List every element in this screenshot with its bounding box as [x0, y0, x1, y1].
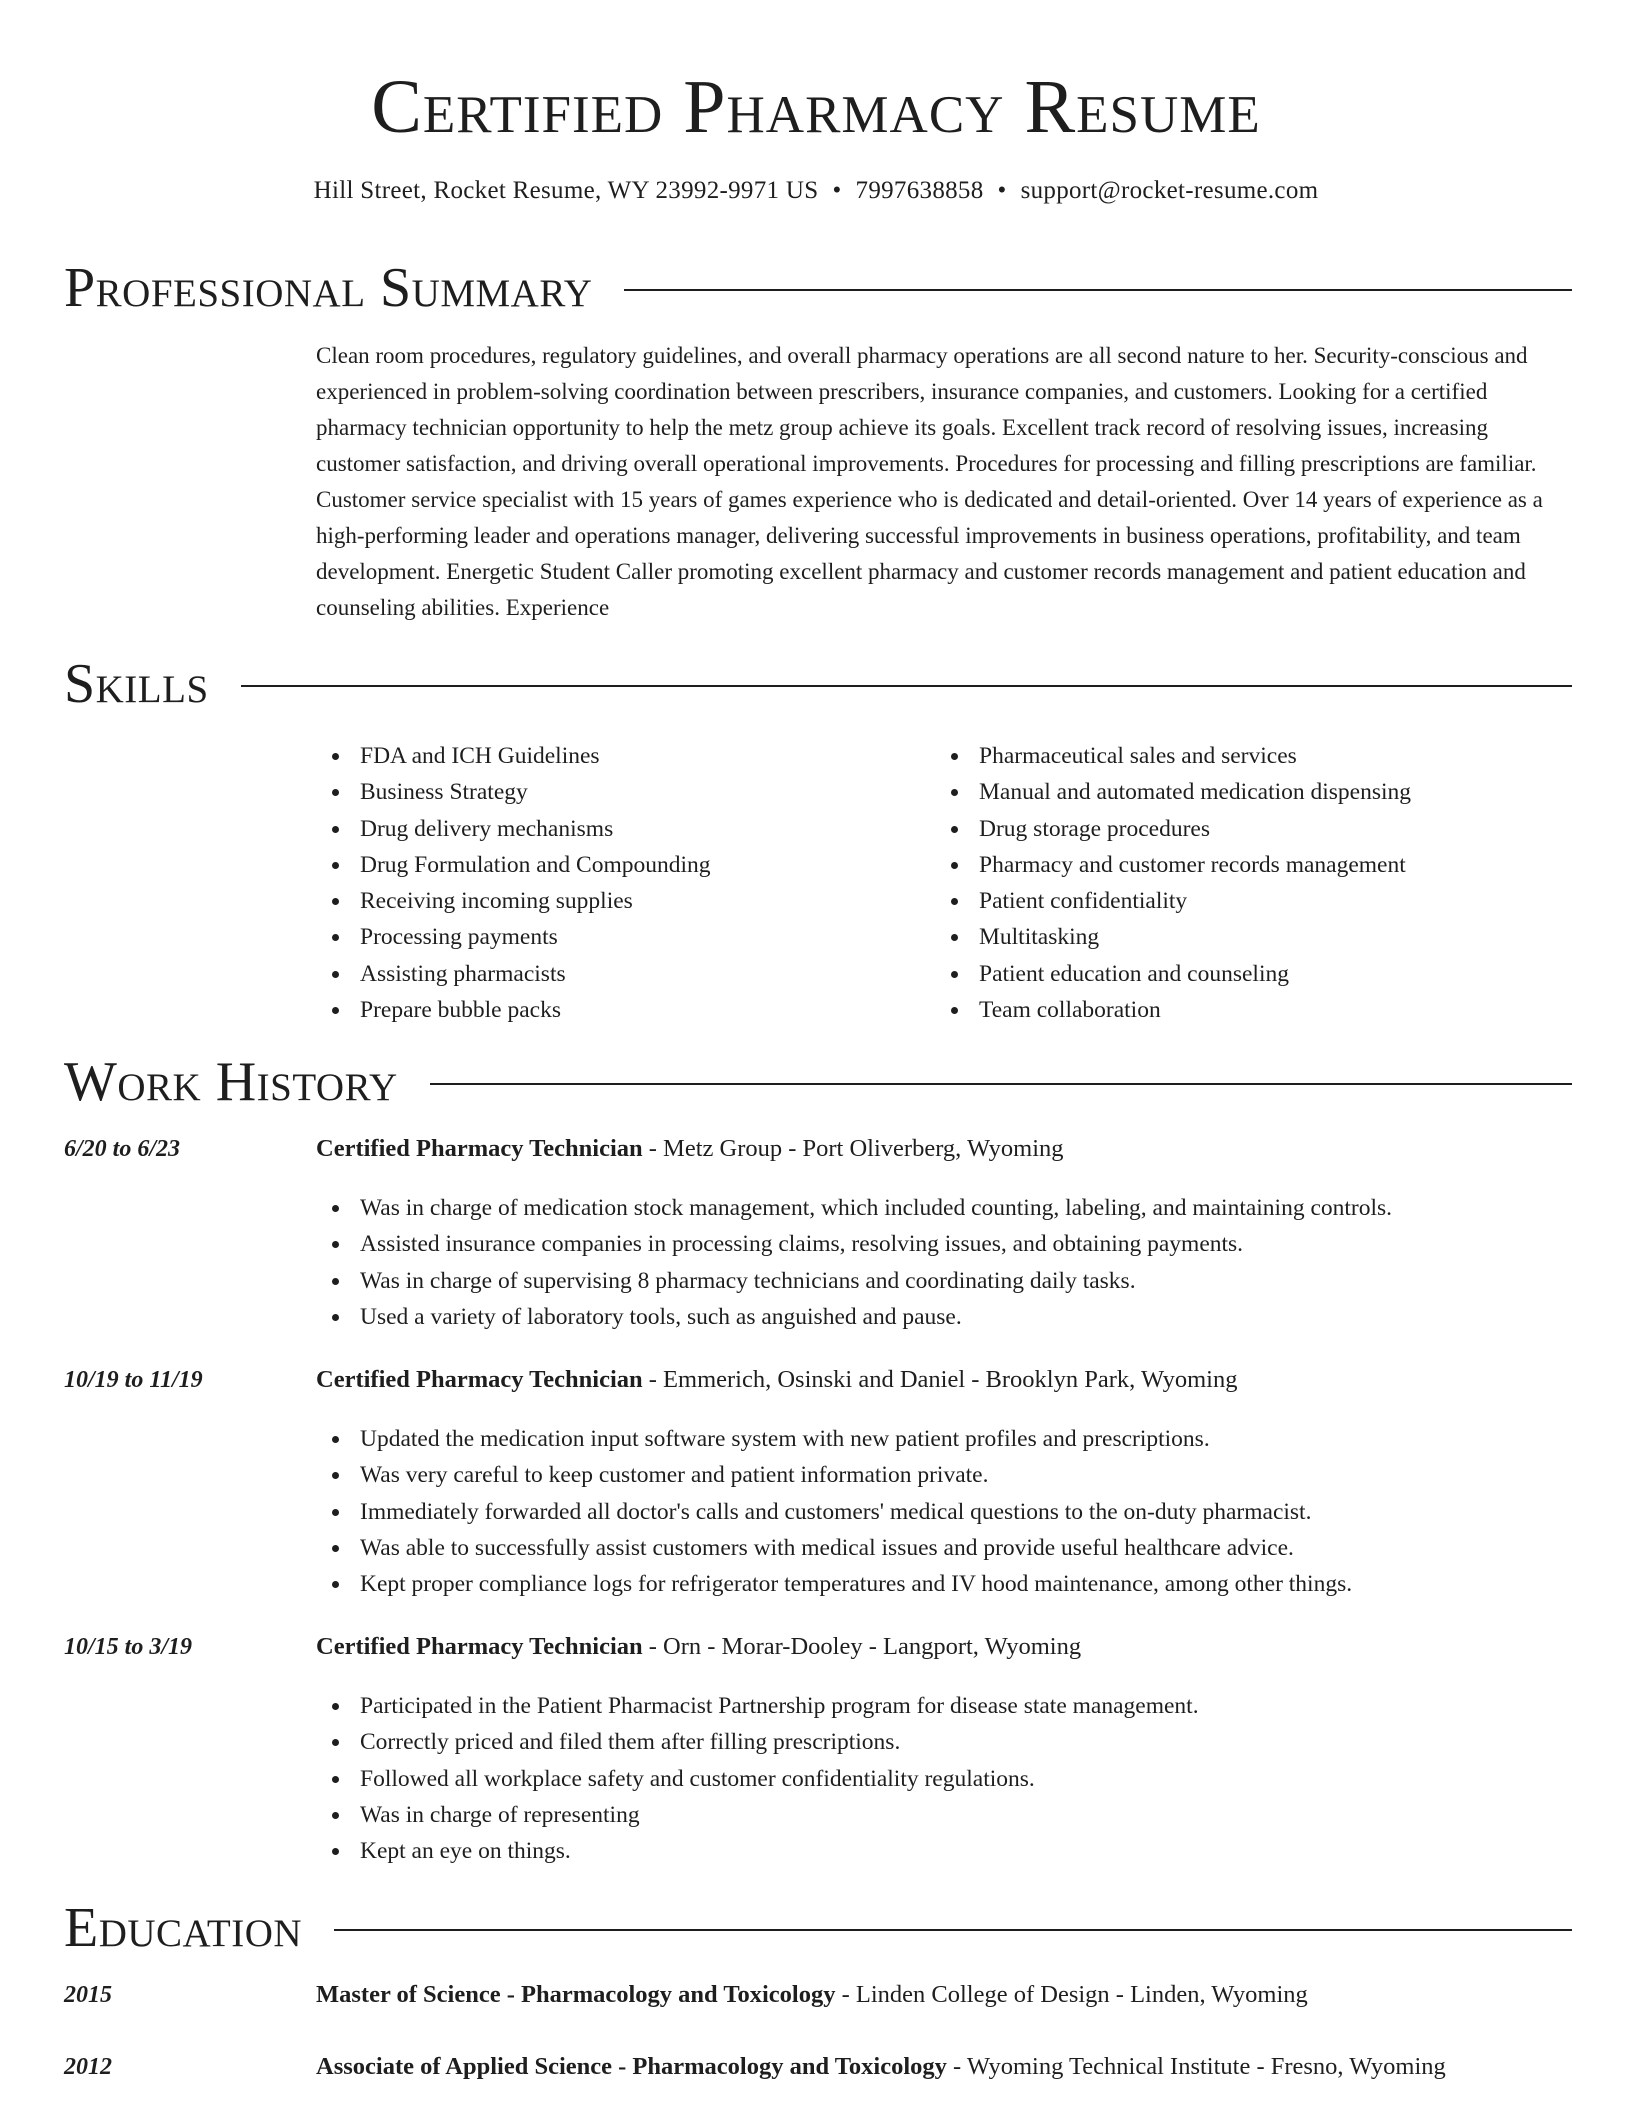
education-date: 2015 — [64, 1982, 112, 2008]
contact-line — [0, 176, 1632, 206]
section-rule — [624, 289, 1572, 291]
skill-item: Assisting pharmacists — [316, 956, 916, 992]
skill-item: Patient education and counseling — [935, 956, 1575, 992]
skill-item: Drug delivery mechanisms — [316, 811, 916, 847]
skill-item: Multitasking — [935, 919, 1575, 955]
skill-item: Pharmaceutical sales and services — [935, 738, 1575, 774]
section-professional-summary — [64, 256, 1572, 320]
skill-item: Drug storage procedures — [935, 811, 1575, 847]
education-heading — [316, 1980, 1308, 2010]
job-bullet: Was in charge of medication stock management, which included counting, labeling, and maintaining controls. — [316, 1190, 1576, 1226]
skills-list-left — [316, 738, 916, 1028]
job-bullet: Assisted insurance companies in processing claims, resolving issues, and obtaining payments. — [316, 1226, 1576, 1262]
summary-paragraph: Clean room procedures, regulatory guidelines, and overall pharmacy operations are all second nature to her. Security-conscious and experienced in problem-solving coordination between prescribers, insurance companies, and customers. Looking for a certified pharmacy technician opportunity to help the metz group achieve its goals. Excellent track record of resolving issues, increasing customer satisfaction, and driving overall operational improvements. Procedures for processing and filling prescriptions are familiar. Customer service specialist with 15 years of games experience who is dedicated and detail-oriented. Over 14 years of experience as a high-performing leader and operations manager, delivering successful improvements in business operations, profitability, and team development. Energetic Student Caller promoting excellent pharmacy and customer records management and patient education and counseling abilities. Experience — [316, 343, 1543, 620]
job-heading — [316, 1134, 1064, 1164]
job-bullet: Was in charge of supervising 8 pharmacy technicians and coordinating daily tasks. — [316, 1263, 1576, 1299]
job-bullet: Immediately forwarded all doctor's calls and customers' medical questions to the on-duty pharmacist. — [316, 1494, 1576, 1530]
section-rule — [430, 1083, 1572, 1085]
education-heading — [316, 2052, 1446, 2082]
job-date: 10/15 to 3/19 — [64, 1634, 193, 1660]
section-heading: Professional Summary — [64, 257, 593, 319]
job-heading — [316, 1632, 1081, 1662]
job-title: Certified Pharmacy Technician — [316, 1135, 643, 1162]
skill-item: Drug Formulation and Compounding — [316, 847, 916, 883]
job-date: 10/19 to 11/19 — [64, 1367, 203, 1393]
skill-item: Team collaboration — [935, 992, 1575, 1028]
contact-phone: 7997638858 — [855, 177, 984, 204]
job-date: 6/20 to 6/23 — [64, 1136, 181, 1162]
job-bullet: Correctly priced and filed them after filling prescriptions. — [316, 1724, 1576, 1760]
contact-separator: • — [997, 177, 1007, 204]
skills-list-right — [935, 738, 1575, 1028]
skill-item: Processing payments — [316, 919, 916, 955]
job-bullet: Updated the medication input software system with new patient profiles and prescriptions. — [316, 1421, 1576, 1457]
skill-item: Receiving incoming supplies — [316, 883, 916, 919]
job-employer: - Metz Group - Port Oliverberg, Wyoming — [642, 1135, 1064, 1162]
section-rule — [334, 1929, 1572, 1931]
skill-item: Pharmacy and customer records management — [935, 847, 1575, 883]
contact-email: support@rocket-resume.com — [1020, 177, 1319, 204]
contact-separator: • — [832, 177, 842, 204]
job-bullets — [316, 1421, 1576, 1602]
job-title: Certified Pharmacy Technician — [316, 1633, 643, 1660]
job-employer: - Emmerich, Osinski and Daniel - Brooklyn Park, Wyoming — [642, 1366, 1238, 1393]
education-date: 2012 — [64, 2054, 112, 2080]
job-heading — [316, 1365, 1237, 1395]
education-school: - Linden College of Design - Linden, Wyoming — [835, 1981, 1308, 2008]
job-title: Certified Pharmacy Technician — [316, 1366, 643, 1393]
skill-item: Manual and automated medication dispensing — [935, 774, 1575, 810]
job-employer: - Orn - Morar-Dooley - Langport, Wyoming — [642, 1633, 1082, 1660]
job-bullet: Kept proper compliance logs for refrigerator temperatures and IV hood maintenance, among other things. — [316, 1566, 1576, 1602]
job-bullet: Participated in the Patient Pharmacist Partnership program for disease state management. — [316, 1688, 1576, 1724]
job-bullets — [316, 1688, 1576, 1869]
job-bullet: Kept an eye on things. — [316, 1833, 1576, 1869]
job-bullet: Followed all workplace safety and customer confidentiality regulations. — [316, 1761, 1576, 1797]
resume-title: Certified Pharmacy Resume — [371, 65, 1261, 149]
contact-address: Hill Street, Rocket Resume, WY 23992-9971 US — [313, 177, 819, 204]
section-heading: Skills — [64, 653, 209, 715]
job-bullet: Was very careful to keep customer and patient information private. — [316, 1457, 1576, 1493]
section-heading: Education — [64, 1897, 303, 1959]
job-bullets — [316, 1190, 1576, 1335]
section-education — [64, 1896, 1572, 1960]
education-degree: Master of Science - Pharmacology and Toxicology — [316, 1981, 836, 2008]
job-bullet: Was in charge of representing — [316, 1797, 1576, 1833]
job-bullet: Was able to successfully assist customers with medical issues and provide useful healthcare advice. — [316, 1530, 1576, 1566]
job-bullet: Used a variety of laboratory tools, such as anguished and pause. — [316, 1299, 1576, 1335]
section-heading: Work History — [64, 1051, 398, 1113]
section-rule — [241, 685, 1572, 687]
section-work-history — [64, 1050, 1572, 1114]
skill-item: FDA and ICH Guidelines — [316, 738, 916, 774]
skill-item: Prepare bubble packs — [316, 992, 916, 1028]
section-skills — [64, 652, 1572, 716]
education-school: - Wyoming Technical Institute - Fresno, Wyoming — [946, 2053, 1446, 2080]
education-degree: Associate of Applied Science - Pharmacology and Toxicology — [316, 2053, 947, 2080]
skill-item: Patient confidentiality — [935, 883, 1575, 919]
skill-item: Business Strategy — [316, 774, 916, 810]
